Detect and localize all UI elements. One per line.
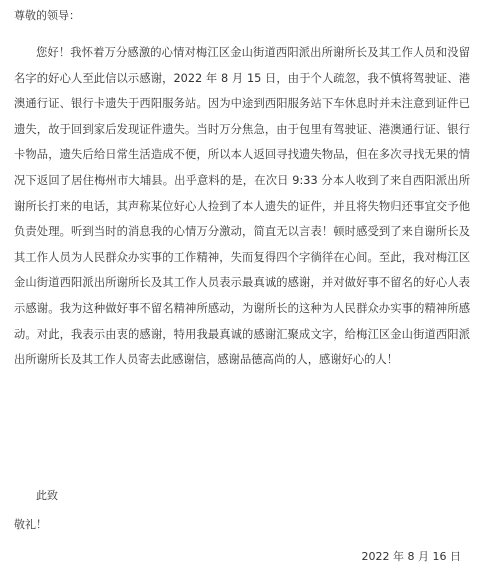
- closing-phrase: 此致: [36, 489, 58, 502]
- regards-phrase: 敬礼！: [14, 518, 47, 531]
- salutation: 尊敬的领导：: [14, 9, 80, 22]
- letter-date: 2022 年 8 月 16 日: [361, 550, 461, 563]
- letter-body: 您好！我怀着万分感激的心情对梅江区金山街道西阳派出所谢所长及其工作人员和没留名字的好心人至此信以示感谢，2022 年 8 月 15 日，由于个人疏忽，我不慎将驾驶证、港澳通行证、银行卡遗失于西阳服务站。因为中途到西阳服务站下车休息时并未注意到证件已遗失，故于回到家后发现证件遗失。当时万分焦急，由于包里有驾驶证、港澳通行证、银行卡物品，遗失后给日常生活造成不便，所以本人返回寻找遗失物品，但在多次寻找无果的情况下返回了居住梅州市大埔县。出乎意料的是，在次日 9:33 分本人收到了来自西阳派出所谢所长打来的电话，其声称某位好心人捡到了本人遗失的证件，并且将失物归还事宜交予他负责处理。听到当时的消息我的心情万分激动，简直无以言表！顿时感受到了来自谢所长及其工作人员为人民群众办实事的工作精神，失而复得四个字徜徉在心间。至此，我对梅江区金山街道西阳派出所谢所长及其工作人员表示最真诚的感谢，并对做好事不留名的好心人表示感谢。我为这种做好事不留名精神所感动，为谢所长的这种为人民群众办实事的精神所感动。对此，我表示由衷的感谢，特用我最真诚的感谢汇聚成文字，给梅江区金山街道西阳派出所谢所长及其工作人员寄去此感谢信，感谢品德高尚的人，感谢好心的人！: [14, 46, 470, 367]
